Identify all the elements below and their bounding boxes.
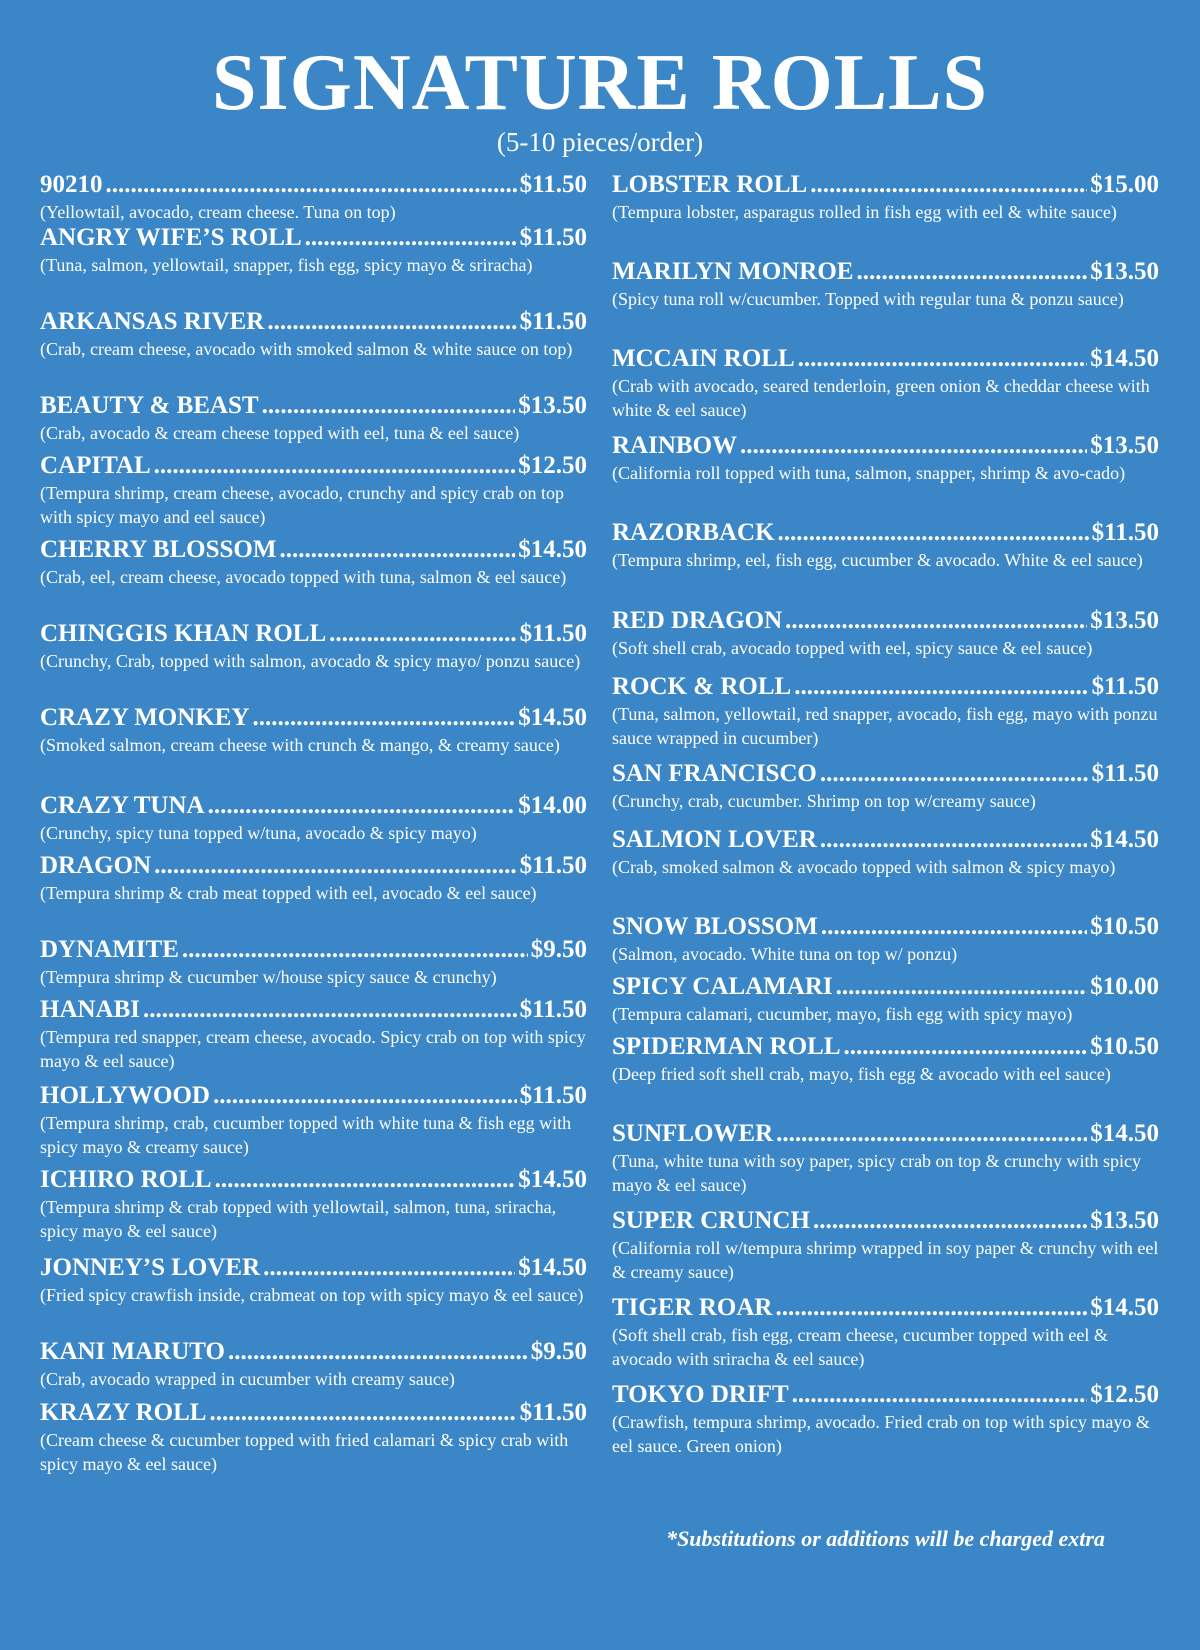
item-price: $11.50 — [519, 620, 587, 647]
item-price: $13.50 — [1090, 258, 1159, 285]
dot-leader — [279, 535, 515, 565]
item-name: RED DRAGON — [612, 607, 783, 634]
menu-item — [612, 1380, 1159, 1464]
item-price: $11.50 — [519, 224, 587, 251]
item-price: $11.50 — [519, 1399, 587, 1426]
item-name: SALMON LOVER — [612, 826, 817, 853]
item-price: $11.50 — [1091, 760, 1159, 787]
item-price: $14.50 — [518, 1166, 587, 1193]
item-name: CHINGGIS KHAN ROLL — [40, 620, 327, 647]
menu-item — [612, 1293, 1159, 1380]
dot-leader — [263, 1253, 515, 1283]
item-name: DRAGON — [40, 852, 152, 879]
item-price: $13.50 — [1090, 1207, 1159, 1234]
item-name: HOLLYWOOD — [40, 1082, 210, 1109]
item-price: $11.50 — [519, 1082, 587, 1109]
item-name: BEAUTY & BEAST — [40, 392, 259, 419]
item-description: (Tuna, salmon, yellowtail, snapper, fish egg, spicy mayo & sriracha) — [40, 255, 533, 275]
item-description: (Crab, avocado wrapped in cucumber with creamy sauce) — [40, 1369, 455, 1389]
item-description: (Tempura lobster, asparagus rolled in fish egg with eel & white sauce) — [612, 202, 1117, 222]
menu-item — [40, 391, 587, 451]
dot-leader — [154, 851, 517, 881]
menu-item — [612, 170, 1159, 257]
item-price: $14.00 — [518, 792, 587, 819]
item-name: TIGER ROAR — [612, 1294, 773, 1321]
menu-item — [612, 606, 1159, 672]
item-description: (Crab, smoked salmon & avocado topped with salmon & spicy mayo) — [612, 857, 1116, 877]
menu-item — [612, 672, 1159, 759]
item-price: $14.50 — [518, 1254, 587, 1281]
item-price: $14.50 — [1090, 345, 1159, 372]
item-description: (Tempura calamari, cucumber, mayo, fish egg with spicy mayo) — [612, 1004, 1073, 1024]
dot-leader — [776, 1119, 1087, 1149]
item-name: ICHIRO ROLL — [40, 1166, 212, 1193]
dot-leader — [213, 1081, 517, 1111]
item-name: CAPITAL — [40, 452, 151, 479]
item-price: $11.50 — [1091, 519, 1159, 546]
dot-leader — [262, 391, 516, 421]
dot-leader — [798, 344, 1088, 374]
item-description: (Tempura shrimp, crab, cucumber topped with white tuna & fish egg with spicy mayo & creamy sauce) — [40, 1113, 572, 1157]
dot-leader — [794, 672, 1088, 702]
menu-item — [612, 257, 1159, 344]
dot-leader — [821, 912, 1087, 942]
dot-leader — [182, 935, 528, 965]
dot-leader — [836, 972, 1088, 1002]
item-price: $13.50 — [1090, 432, 1159, 459]
menu-item — [612, 1206, 1159, 1293]
item-name: SPIDERMAN ROLL — [612, 1033, 841, 1060]
menu-item — [40, 223, 587, 307]
dot-leader — [856, 257, 1087, 287]
menu-item — [40, 619, 587, 703]
menu-item — [612, 912, 1159, 972]
item-description: (Tempura shrimp & crab meat topped with eel, avocado & eel sauce) — [40, 883, 537, 903]
item-description: (Tempura shrimp, cream cheese, avocado, crunchy and spicy crab on top with spicy mayo and eel sauce) — [40, 483, 565, 527]
item-description: (Tempura red snapper, cream cheese, avocado. Spicy crab on top with spicy mayo & eel sauce) — [40, 1027, 586, 1071]
item-price: $10.00 — [1090, 973, 1159, 1000]
item-price: $11.50 — [519, 308, 587, 335]
menu-item — [40, 791, 587, 851]
menu-item — [40, 995, 587, 1081]
dot-leader — [810, 170, 1087, 200]
item-description: (Tuna, salmon, yellowtail, red snapper, avocado, fish egg, mayo with ponzu sauce wrapped in cucumber) — [612, 704, 1158, 748]
dot-leader — [844, 1032, 1088, 1062]
item-price: $14.50 — [518, 704, 587, 731]
dot-leader — [329, 619, 516, 649]
item-price: $13.50 — [1090, 607, 1159, 634]
item-price: $14.50 — [518, 536, 587, 563]
item-description: (Crunchy, crab, cucumber. Shrimp on top w/creamy sauce) — [612, 791, 1036, 811]
menu-item — [40, 851, 587, 935]
item-name: RAINBOW — [612, 432, 738, 459]
item-description: (California roll w/tempura shrimp wrapped in soy paper & crunchy with eel & creamy sauce) — [612, 1238, 1159, 1282]
item-price: $14.50 — [1090, 1120, 1159, 1147]
menu-item — [40, 935, 587, 995]
item-description: (California roll topped with tuna, salmon, snapper, shrimp & avo-cado) — [612, 463, 1126, 483]
item-description: (Tuna, white tuna with soy paper, spicy crab on top & crunchy with spicy mayo & eel sauce) — [612, 1151, 1142, 1195]
item-name: SUNFLOWER — [612, 1120, 774, 1147]
item-name: JONNEY’S LOVER — [40, 1254, 261, 1281]
menu-item — [40, 1398, 587, 1482]
item-description: (Cream cheese & cucumber topped with fried calamari & spicy crab with spicy mayo & eel sauce) — [40, 1430, 569, 1474]
item-price: $15.00 — [1090, 171, 1159, 198]
item-description: (Crunchy, spicy tuna topped w/tuna, avocado & spicy mayo) — [40, 823, 477, 843]
item-description: (Soft shell crab, avocado topped with eel, spicy sauce & eel sauce) — [612, 638, 1093, 658]
item-description: (Crab with avocado, seared tenderloin, green onion & cheddar cheese with white & eel sauce) — [612, 376, 1150, 420]
dot-leader — [228, 1337, 528, 1367]
item-description: (Tempura shrimp & cucumber w/house spicy sauce & crunchy) — [40, 967, 497, 987]
item-description: (Crab, eel, cream cheese, avocado topped with tuna, salmon & eel sauce) — [40, 567, 567, 587]
menu-item — [612, 825, 1159, 912]
menu-item — [612, 759, 1159, 825]
dot-leader — [305, 223, 517, 253]
item-name: 90210 — [40, 171, 103, 198]
item-description: (Fried spicy crawfish inside, crabmeat on top with spicy mayo & eel sauce) — [40, 1285, 584, 1305]
left-menu-column — [40, 170, 587, 1482]
item-name: SPICY CALAMARI — [612, 973, 833, 1000]
menu-item — [40, 307, 587, 391]
menu-item — [612, 1032, 1159, 1119]
dot-leader — [820, 759, 1089, 789]
dot-leader — [740, 431, 1087, 461]
item-name: ROCK & ROLL — [612, 673, 792, 700]
item-name: SAN FRANCISCO — [612, 760, 817, 787]
page-subtitle: (5-10 pieces/order) — [496, 127, 704, 157]
item-description: (Smoked salmon, cream cheese with crunch & mango, & creamy sauce) — [40, 735, 560, 755]
item-price: $11.50 — [519, 996, 587, 1023]
item-description: (Crab, cream cheese, avocado with smoked salmon & white sauce on top) — [40, 339, 573, 359]
right-menu-column — [612, 170, 1159, 1464]
item-description: (Salmon, avocado. White tuna on top w/ ponzu) — [612, 944, 958, 964]
menu-item — [40, 1337, 587, 1398]
item-price: $11.50 — [1091, 673, 1159, 700]
substitution-note: *Substitutions or additions will be charged extra — [666, 1526, 1105, 1551]
item-price: $11.50 — [519, 171, 587, 198]
item-price: $14.50 — [1090, 826, 1159, 853]
dot-leader — [792, 1380, 1088, 1410]
menu-item — [40, 703, 587, 791]
item-description: (Crab, avocado & cream cheese topped with eel, tuna & eel sauce) — [40, 423, 520, 443]
item-name: SUPER CRUNCH — [612, 1207, 810, 1234]
item-name: CHERRY BLOSSOM — [40, 536, 277, 563]
menu-item — [612, 344, 1159, 431]
item-price: $12.50 — [518, 452, 587, 479]
item-price: $9.50 — [530, 936, 587, 963]
page-title: SIGNATURE ROLLS — [212, 39, 988, 127]
item-description: (Soft shell crab, fish egg, cream cheese, cucumber topped with eel & avocado with sriracha & eel sauce) — [612, 1325, 1108, 1369]
dot-leader — [820, 825, 1087, 855]
item-description: (Deep fried soft shell crab, mayo, fish egg & avocado with eel sauce) — [612, 1064, 1111, 1084]
item-price: $11.50 — [519, 852, 587, 879]
item-name: RAZORBACK — [612, 519, 775, 546]
item-description: (Crawfish, tempura shrimp, avocado. Fried crab on top with spicy mayo & eel sauce. Green onion) — [612, 1412, 1150, 1456]
item-price: $10.50 — [1090, 913, 1159, 940]
menu-item — [612, 431, 1159, 518]
item-name: DYNAMITE — [40, 936, 179, 963]
item-price: $10.50 — [1090, 1033, 1159, 1060]
menu-item — [40, 1081, 587, 1165]
menu-item — [40, 170, 587, 223]
dot-leader — [775, 1293, 1087, 1323]
item-name: ARKANSAS RIVER — [40, 308, 265, 335]
item-name: CRAZY MONKEY — [40, 704, 250, 731]
menu-item — [40, 1165, 587, 1253]
item-description: (Yellowtail, avocado, cream cheese. Tuna on top) — [40, 202, 396, 222]
dot-leader — [208, 791, 516, 821]
item-name: MARILYN MONROE — [612, 258, 854, 285]
menu-item — [40, 451, 587, 535]
menu-item — [612, 972, 1159, 1032]
dot-leader — [253, 703, 516, 733]
menu-item — [40, 1253, 587, 1337]
item-name: TOKYO DRIFT — [612, 1381, 789, 1408]
dot-leader — [267, 307, 516, 337]
item-name: KRAZY ROLL — [40, 1399, 207, 1426]
dot-leader — [785, 606, 1087, 636]
menu-item — [612, 1119, 1159, 1206]
dot-leader — [778, 518, 1089, 548]
item-price: $12.50 — [1090, 1381, 1159, 1408]
menu-header — [0, 40, 1200, 158]
item-description: (Tempura shrimp & crab topped with yellowtail, salmon, tuna, sriracha, spicy mayo & eel sauce) — [40, 1197, 557, 1241]
dot-leader — [215, 1165, 516, 1195]
item-name: SNOW BLOSSOM — [612, 913, 818, 940]
item-description: (Spicy tuna roll w/cucumber. Topped with regular tuna & ponzu sauce) — [612, 289, 1124, 309]
item-price: $13.50 — [518, 392, 587, 419]
item-name: HANABI — [40, 996, 141, 1023]
item-name: LOBSTER ROLL — [612, 171, 808, 198]
item-description: (Crunchy, Crab, topped with salmon, avocado & spicy mayo/ ponzu sauce) — [40, 651, 581, 671]
item-price: $14.50 — [1090, 1294, 1159, 1321]
item-name: MCCAIN ROLL — [612, 345, 795, 372]
dot-leader — [106, 170, 517, 200]
item-name: KANI MARUTO — [40, 1338, 225, 1365]
dot-leader — [143, 995, 517, 1025]
dot-leader — [154, 451, 516, 481]
item-name: CRAZY TUNA — [40, 792, 205, 819]
item-name: ANGRY WIFE’S ROLL — [40, 224, 302, 251]
menu-item — [40, 535, 587, 619]
menu-item — [612, 518, 1159, 606]
item-description: (Tempura shrimp, eel, fish egg, cucumber & avocado. White & eel sauce) — [612, 550, 1143, 570]
item-price: $9.50 — [530, 1338, 587, 1365]
dot-leader — [813, 1206, 1087, 1236]
dot-leader — [209, 1398, 516, 1428]
